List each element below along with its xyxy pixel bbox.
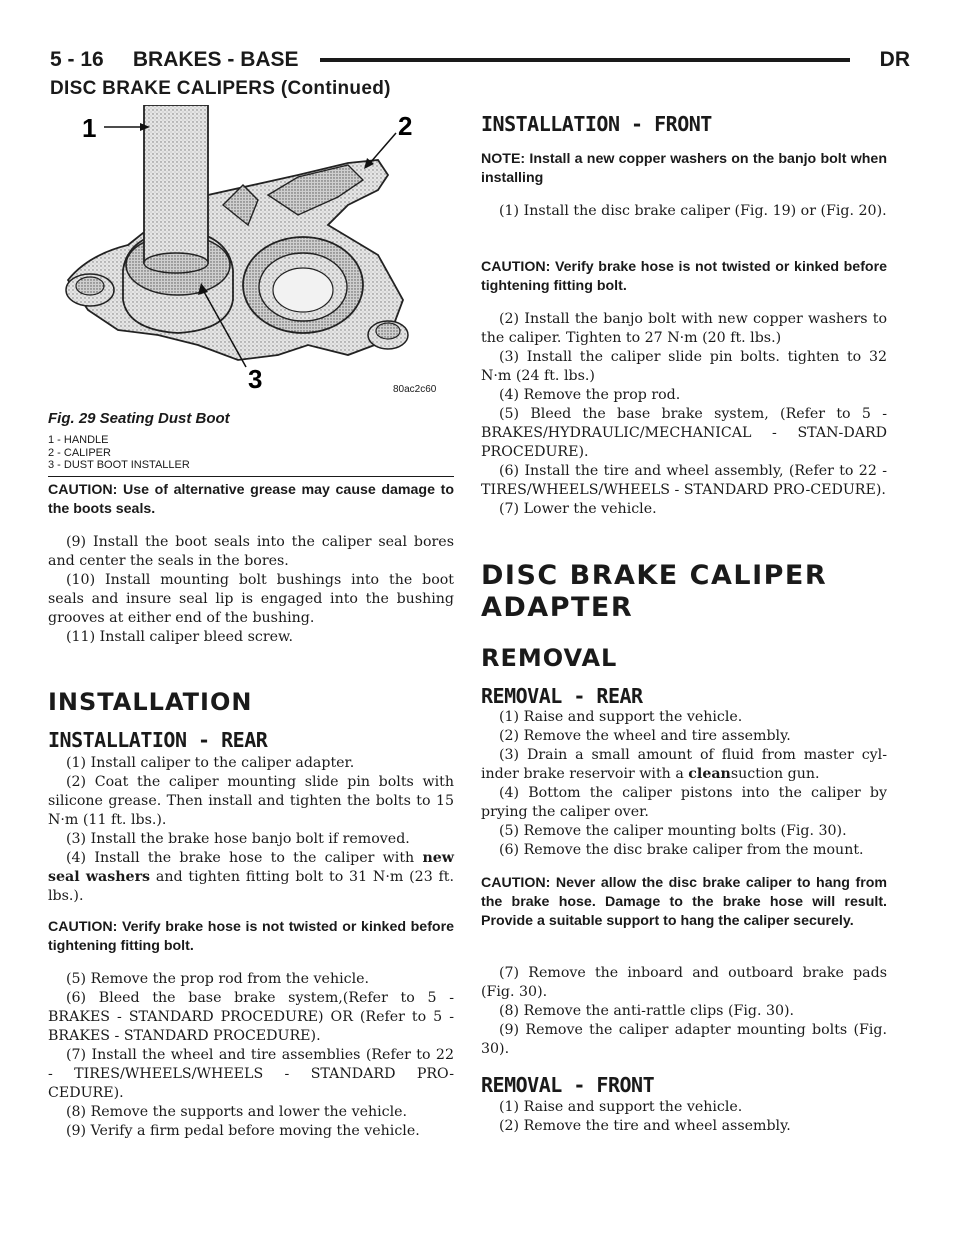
caution-hose: CAUTION: Verify brake hose is not twisted or kinked before tightening fitting bolt. — [48, 919, 454, 954]
step-6: (6) Install the tire and wheel assembly, (Refer to 22 - TIRES/WHEELS/WHEELS - STANDARD PRO-CEDURE). — [481, 463, 887, 498]
step-10: (10) Install mounting bolt bushings into the boot seals and insure seal lip is engaged into the bushing grooves at either end of the bushing. — [48, 572, 454, 626]
page-number-section: 5 - 16 BRAKES - BASE — [50, 48, 299, 71]
step-9: (9) Remove the caliper adapter mounting bolts (Fig. 30). — [481, 1022, 887, 1057]
step-1: (1) Install caliper to the caliper adapter. — [66, 755, 355, 771]
callout-1: 1 — [82, 113, 97, 143]
caution-hanging-caliper: CAUTION: Never allow the disc brake caliper to hang from the brake hose. Damage to the brake hose will result. Provide a suitable support to hang the caliper securely. — [481, 875, 887, 929]
emphasis-new-seal-washers: new seal washers — [48, 850, 454, 885]
seating-dust-boot-illustration — [48, 105, 454, 405]
step-8: (8) Remove the anti-rattle clips (Fig. 30). — [499, 1003, 795, 1019]
reassembly-steps — [48, 533, 454, 647]
step-8: (8) Remove the supports and lower the vehicle. — [66, 1104, 408, 1120]
step-5: (5) Remove the caliper mounting bolts (Fig. 30). — [499, 823, 847, 839]
figure-code: 80ac2c60 — [393, 384, 437, 395]
page-header — [50, 48, 910, 72]
heading-removal-front: REMOVAL - FRONT — [481, 1073, 655, 1097]
heading-removal: REMOVAL — [481, 644, 618, 672]
removal-rear-steps-cont — [481, 964, 887, 1059]
step-5: (5) Remove the prop rod from the vehicle. — [66, 971, 370, 987]
callout-2: 2 — [398, 111, 413, 141]
heading-installation: INSTALLATION — [48, 688, 253, 716]
figure-rule — [48, 476, 454, 477]
heading-installation-front: INSTALLATION - FRONT — [481, 112, 712, 136]
figure-legend — [48, 434, 190, 472]
heading-removal-rear: REMOVAL - REAR — [481, 684, 643, 708]
caution-grease: CAUTION: Use of alternative grease may cause damage to the boots seals. — [48, 482, 454, 517]
step-1: (1) Install the disc brake caliper (Fig. 19) or (Fig. 20). — [499, 203, 887, 219]
step-4: (4) Remove the prop rod. — [499, 387, 681, 403]
callout-3: 3 — [248, 364, 263, 394]
step-6: (6) Bleed the base brake system,(Refer to 5 - BRAKES - STANDARD PROCEDURE) OR (Refer to 5 - BRAKES - STANDARD PROCEDURE). — [48, 990, 454, 1044]
step-2: (2) Remove the wheel and tire assembly. — [499, 728, 791, 744]
install-rear-steps-cont — [48, 970, 454, 1141]
step-7: (7) Install the wheel and tire assemblies (Refer to 22 - TIRES/WHEELS/WHEELS - STANDARD PRO-CEDURE). — [48, 1047, 454, 1101]
step-4: (4) Install the brake hose to the caliper with new seal washers and tighten fitting bolt to 31 N·m (23 ft. lbs.). — [48, 850, 454, 904]
step-2: (2) Coat the caliper mounting slide pin bolts with silicone grease. Then install and tighten the bolts to 15 N·m (11 ft. lbs.). — [48, 774, 454, 828]
step-3: (3) Install the caliper slide pin bolts. tighten to 32 N·m (24 ft. lbs.) — [481, 349, 887, 384]
step-7: (7) Remove the inboard and outboard brake pads (Fig. 30). — [481, 965, 887, 1000]
removal-front-steps — [481, 1098, 887, 1136]
header-rule — [320, 58, 850, 62]
caution-hose-front: CAUTION: Verify brake hose is not twisted or kinked before tightening fitting bolt. — [481, 259, 887, 294]
manual-code: DR — [879, 48, 910, 71]
note-copper-washers: NOTE: Install a new copper washers on the banjo bolt when installing — [481, 151, 887, 186]
step-1: (1) Raise and support the vehicle. — [499, 1099, 743, 1115]
step-1: (1) Raise and support the vehicle. — [499, 709, 743, 725]
step-5: (5) Bleed the base brake system, (Refer to 5 - BRAKES/HYDRAULIC/MECHANICAL - STAN-DARD PROCEDURE). — [481, 406, 887, 460]
section-continued-title: DISC BRAKE CALIPERS (Continued) — [50, 78, 391, 99]
install-front-steps — [481, 310, 887, 519]
step-9: (9) Install the boot seals into the caliper seal bores and center the seals in the bores. — [48, 534, 454, 569]
install-rear-steps — [48, 754, 454, 906]
heading-disc-brake-caliper-adapter: DISC BRAKE CALIPER ADAPTER — [481, 560, 828, 623]
heading-installation-rear: INSTALLATION - REAR — [48, 728, 268, 752]
step-3: (3) Install the brake hose banjo bolt if removed. — [66, 831, 410, 847]
step-3: (3) Drain a small amount of fluid from master cyl-inder brake reservoir with a cleansuction gun. — [481, 747, 887, 782]
step-4: (4) Bottom the caliper pistons into the caliper by prying the caliper over. — [481, 785, 887, 820]
legend-item: 1 - HANDLE — [48, 434, 109, 446]
figure-29 — [48, 105, 454, 477]
install-front-step-1 — [481, 202, 887, 221]
removal-rear-steps — [481, 708, 887, 860]
step-7: (7) Lower the vehicle. — [499, 501, 657, 517]
step-11: (11) Install caliper bleed screw. — [66, 629, 294, 645]
step-9: (9) Verify a firm pedal before moving the vehicle. — [66, 1123, 420, 1139]
legend-item: 2 - CALIPER — [48, 446, 111, 459]
step-6: (6) Remove the disc brake caliper from the mount. — [499, 842, 864, 858]
step-2: (2) Remove the tire and wheel assembly. — [499, 1118, 791, 1134]
emphasis-clean: clean — [688, 766, 731, 782]
step-2: (2) Install the banjo bolt with new copper washers to the caliper. Tighten to 27 N·m (20 ft. lbs.) — [481, 311, 887, 346]
figure-title: Fig. 29 Seating Dust Boot — [48, 410, 230, 427]
legend-item: 3 - DUST BOOT INSTALLER — [48, 459, 190, 471]
